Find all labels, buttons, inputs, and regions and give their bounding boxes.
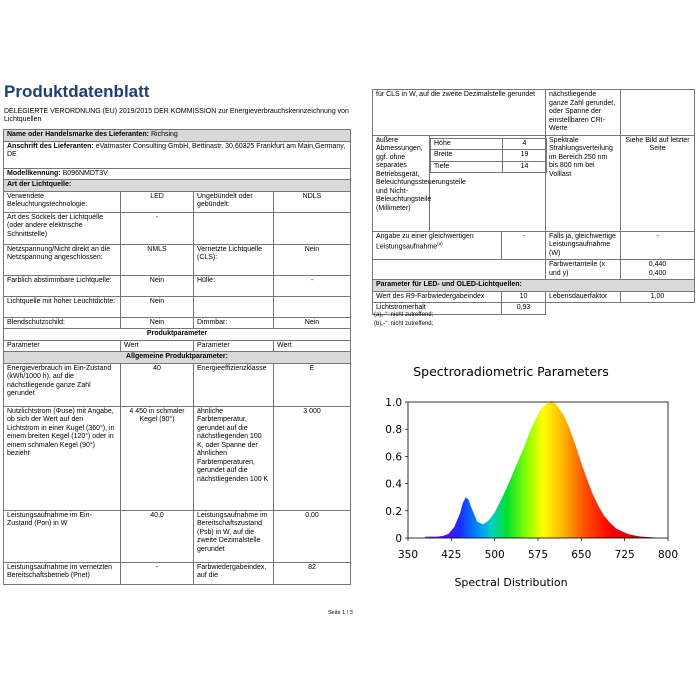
col-parameter-2: Parameter [194,340,274,352]
glare-label: Blendschutzschild: [4,317,121,329]
model-value: B096NMDT3V [62,169,108,177]
y-tick-label: 0.4 [385,478,402,491]
r9-label: Wert des R9-Farbwiedergabeindex [373,291,502,303]
standby-power-label: Leistungsaufnahme im Bereitschaftszustand (Psb) in W, auf die zweite Dezimalstelle gerundet [194,510,274,562]
supplier-name-row [4,130,351,142]
y-tick-label: 0 [395,533,402,545]
mains-label: Netzspannung/Nicht direkt an die Netzspannung angeschlossen: [4,244,121,275]
col-wert-2: Wert [274,340,351,352]
right-datasheet-table [372,89,694,315]
chart-title: Spectroradiometric Parameters [413,364,609,379]
on-mode-power-label: Leistungsaufnahme im Ein-Zustand (Pon) in W [4,510,121,562]
supplier-address-value: eVatmaster Consulting GmbH, Bettinastr. 30,60325 Frankfurt am Main,Germany, DE [7,142,346,159]
standby-power-value: 0,00 [274,510,351,562]
spectrum-area [425,402,656,538]
directional-value: NDLS [274,191,351,212]
socket-value: - [121,212,194,244]
high-luminance-label: Lichtquelle mit hoher Leuchtdichte: [4,296,121,317]
width-label: Breite [431,150,503,162]
x-tick-label: 500 [484,549,505,561]
x-tick-label: 650 [571,549,592,561]
depth-value: 14 [503,161,547,173]
energy-consumption-label: Energieverbrauch im Ein-Zustand (kWh/1000 h), auf die nächstliegende ganze Zahl gerundet [4,363,121,406]
light-source-header: Art der Lichtquelle: [4,180,351,192]
regulation-text: DELEGIERTE VERORDNUNG (EU) 2019/2015 DER KOMMISSION zur Energieverbrauchskennzeichnung von Lichtquellen [4,108,349,124]
general-params-header: Allgemeine Produktparameter: [4,352,351,364]
luminous-flux-value: 4 450 in schmaler Kegel (90°) [121,406,194,510]
height-value: 4 [503,138,547,150]
cls-value: Nein [274,244,351,275]
spectral-label: Spektrale Strahlungsverteilung im Bereich 250 nm bis 800 nm bei Volllast [546,135,621,231]
x-tick-label: 800 [657,549,679,561]
efficiency-class-label: Energieeffizienzklasse [194,363,274,406]
chromaticity-label: Farbwertanteile (x und y) [546,260,621,280]
networked-standby-label: Leistungsaufnahme im vernetzten Bereitschaftsbetrieb (Pnet) [4,562,121,584]
model-row [4,168,351,180]
left-datasheet-table [3,129,350,585]
cri-label: Farbwiedergabeindex, auf die [194,562,274,584]
width-value: 19 [503,150,547,162]
cct-label: ähnliche Farbtemperatur, gerundet auf die nächstliegenden 100 K, oder Spanne der ähnlichen Farbtemperaturen, gerundet auf die nächstliegenden 100 K [194,406,274,510]
cri-value: 82 [274,562,351,584]
supplier-address-row [4,141,351,168]
dimmable-value: Nein [274,317,351,329]
supplier-name-value: Richsing [150,131,178,138]
footnote-a: (a)„-“: nicht zutreffend; [374,312,434,318]
networked-standby-value: - [121,562,194,584]
chromaticity-y: 0,400 [648,269,667,277]
dimmable-label: Dimmbar: [194,317,274,329]
cri-continued: nächstliegende ganze Zahl gerundet, oder Spanne der einstellbaren CRI-Werte [546,90,621,136]
x-tick-label: 725 [614,549,635,561]
mains-value: NMLS [121,244,194,275]
cls-label: Vernetzte Lichtquelle (CLS): [194,244,274,275]
y-tick-label: 0.6 [385,451,402,464]
survival-factor-label: Lebensdauerfaktor [546,291,621,303]
col-parameter-1: Parameter [4,340,121,352]
height-label: Höhe [431,138,503,150]
spectral-value: Siehe Bild auf letzter Seite [621,135,695,231]
y-tick-label: 1.0 [385,397,402,409]
spectral-chart-svg [378,360,690,592]
col-wert-1: Wert [121,340,194,352]
model-label: Modellkennung: [7,169,61,177]
cct-value: 3 000 [274,406,351,510]
glare-value: Nein [121,317,194,329]
page-number: Seite 1 / 3 [328,610,353,616]
y-tick-label: 0.2 [385,505,402,518]
envelope-label: Hülle: [194,275,274,296]
y-tick-label: 0.8 [385,424,402,437]
chromaticity-values [621,260,695,280]
plot-area [408,402,668,538]
tunable-value: Nein [121,275,194,296]
page-title: Produktdatenblatt [4,82,150,101]
survival-factor-value: 1,00 [621,291,695,303]
footnote-b: (b)„-“: nicht zutreffend; [374,321,434,327]
chromaticity-x: 0,440 [648,261,667,269]
x-tick-label: 575 [527,549,549,561]
tech-value: LED [121,191,194,212]
led-params-header: Parameter für LED- und OLED-Lichtquellen: [373,280,695,292]
lumen-maintenance-label: Lichtstromerhalt [373,303,502,315]
equivalent-power-label: Angabe zu einer gleichwertigen Leistungsaufnahme$^{(a)}$ [373,231,502,260]
equivalent-power-value: - [502,231,546,260]
cls-standby-continued: für CLS in W, auf die zweite Dezimalstelle gerundet [373,90,546,136]
efficiency-class-value: E [274,363,351,406]
spectral-chart [378,360,690,595]
on-mode-power-value: 40,0 [121,510,194,562]
r9-value: 10 [502,291,546,303]
energy-consumption-value: 40 [121,363,194,406]
equivalent-power-w-value: - [621,231,695,260]
tunable-label: Farblich abstimmbare Lichtquelle: [4,275,121,296]
x-tick-label: 350 [397,549,419,561]
directional-label: Ungebündelt oder gebündelt: [194,191,274,212]
x-tick-label: 425 [441,549,462,561]
luminous-flux-label: Nutzlichtstrom (Φuse) mit Angabe, ob sich der Wert auf den Lichtstrom in einer Kugel (360°), in einem breiten Kegel (120°) oder in einem schmalen Kegel (90°) bezieht [4,406,121,510]
lumen-maintenance-value: 0,93 [502,303,546,315]
supplier-name-label: Name oder Handelsmarke des Lieferanten: [7,131,149,138]
high-luminance-value: Nein [121,296,194,317]
x-axis [398,538,678,561]
supplier-address-label: Anschrift des Lieferanten: [7,142,94,150]
tech-label: Verwendete Beleuchtungstechnologie: [4,191,121,212]
dimensions-label: äußere Abmessungen, ggf. ohne separates Betriebsgerät, Beleuchtungssteuerungsteile und Nicht-Beleuchtungsteile (Millimeter) [373,135,430,231]
product-params-header: Produktparameter [4,329,351,341]
y-axis [385,397,408,545]
depth-label: Tiefe [431,161,503,173]
x-axis-label: Spectral Distribution [454,576,568,589]
socket-label: Art des Sockels der Lichtquelle (oder andere elektrische Schnittstelle) [4,212,121,244]
footnotes [374,311,433,329]
equivalent-power-w-label: Falls ja, gleichwertige Leistungsaufnahme (W) [546,231,621,260]
envelope-value: - [274,275,351,296]
